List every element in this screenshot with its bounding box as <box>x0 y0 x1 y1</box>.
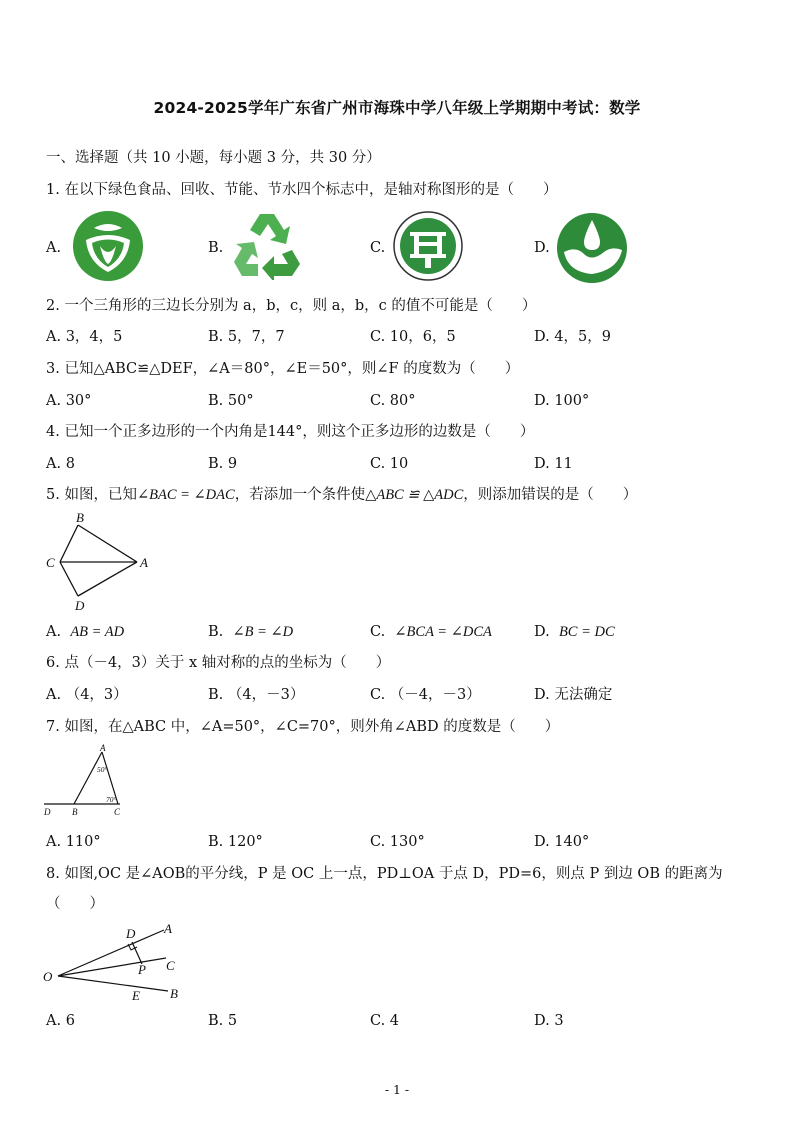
q1-option-c: C. <box>370 240 386 256</box>
q8-option-b: B. 5 <box>208 1013 238 1029</box>
q6-option-b: B. （4，－3） <box>208 687 305 703</box>
green-food-logo-icon <box>72 210 144 282</box>
energy-saving-logo-icon <box>392 210 464 282</box>
q3-option-d: D. 100° <box>534 393 590 409</box>
q1-option-b: B. <box>208 240 224 256</box>
q7-label-d: D <box>44 807 51 817</box>
q7-figure <box>40 744 140 822</box>
q8-label-a: A <box>164 921 172 936</box>
q6-option-c: C. （－4，－3） <box>370 687 481 703</box>
q7-option-c: C. 130° <box>370 834 425 850</box>
question-4-stem: 4. 已知一个正多边形的一个内角是144°，则这个正多边形的边数是（ ） <box>46 424 535 440</box>
q4-option-a: A. 8 <box>46 456 75 472</box>
question-7-stem: 7. 如图，在△ABC 中，∠A=50°，∠C=70°，则外角∠ABD 的度数是（ ） <box>46 719 560 735</box>
q5-option-b: B. ∠B = ∠D <box>208 624 294 640</box>
q7-label-a: A <box>100 744 106 753</box>
q5-option-d: D. BC = DC <box>534 624 615 640</box>
q7-angle-a: 50° <box>97 765 108 774</box>
question-8-stem: 8. 如图,OC 是∠AOB的平分线，P 是 OC 上一点，PD⊥OA 于点 D，PD=6，则点 P 到边 OB 的距离为 <box>46 866 723 882</box>
water-saving-logo-icon <box>556 212 628 284</box>
q7-option-d: D. 140° <box>534 834 590 850</box>
document-title: 2024-2025学年广东省广州市海珠中学八年级上学期期中考试：数学 <box>153 99 641 117</box>
q2-option-a: A. 3，4，5 <box>46 329 123 345</box>
q2-option-c: C. 10，6，5 <box>370 329 456 345</box>
page-number: - 1 - <box>384 1082 410 1097</box>
q7-label-b: B <box>72 807 78 817</box>
q8-option-c: C. 4 <box>370 1013 400 1029</box>
q4-option-d: D. 11 <box>534 456 573 472</box>
q2-option-b: B. 5，7，7 <box>208 329 285 345</box>
q8-label-p: P <box>138 962 146 977</box>
q5-label-a: A <box>140 555 148 570</box>
q5-figure <box>40 508 160 616</box>
question-6-stem: 6. 点（－4，3）关于 x 轴对称的点的坐标为（ ） <box>46 655 391 671</box>
q4-option-b: B. 9 <box>208 456 238 472</box>
q1-option-a: A. <box>46 240 62 256</box>
q7-label-c: C <box>114 807 121 817</box>
q8-option-d: D. 3 <box>534 1013 564 1029</box>
recycle-logo-icon <box>230 210 304 280</box>
q5-label-d: D <box>75 598 85 613</box>
q6-option-a: A. （4，3） <box>46 687 128 703</box>
question-3-stem: 3. 已知△ABC≌△DEF，∠A＝80°，∠E＝50°，则∠F 的度数为（ ） <box>46 361 520 377</box>
q1-option-d: D. <box>534 240 550 256</box>
q5-option-a: A. AB = AD <box>46 624 125 640</box>
q3-option-a: A. 30° <box>46 393 92 409</box>
q7-angle-c: 70° <box>106 795 117 804</box>
q5-label-b: B <box>76 510 84 525</box>
q8-label-d: D <box>126 926 136 941</box>
q5-label-c: C <box>46 555 55 570</box>
q3-option-c: C. 80° <box>370 393 416 409</box>
q8-figure <box>40 918 190 1006</box>
q5-congruence: △ABC ≌ △ADC <box>365 487 464 503</box>
question-1-stem: 1. 在以下绿色食品、回收、节能、节水四个标志中，是轴对称图形的是（ ） <box>46 182 558 198</box>
q7-option-b: B. 120° <box>208 834 263 850</box>
q6-option-d: D. 无法确定 <box>534 687 613 703</box>
q8-label-b: B <box>170 986 178 1001</box>
q8-option-a: A. 6 <box>46 1013 75 1029</box>
q8-label-e: E <box>132 988 140 1003</box>
q8-label-o: O <box>43 969 53 984</box>
q7-option-a: A. 110° <box>46 834 101 850</box>
section-heading: 一、选择题（共 10 小题，每小题 3 分，共 30 分） <box>46 150 381 166</box>
q8-label-c: C <box>166 958 175 973</box>
q3-option-b: B. 50° <box>208 393 254 409</box>
q5-given-condition: ∠BAC = ∠DAC <box>136 487 235 503</box>
q4-option-c: C. 10 <box>370 456 409 472</box>
question-8-stem-cont: （ ） <box>46 896 104 912</box>
question-2-stem: 2. 一个三角形的三边长分别为 a，b，c，则 a，b，c 的值不可能是（ ） <box>46 298 537 314</box>
q2-option-d: D. 4，5，9 <box>534 329 612 345</box>
q5-option-c: C. ∠BCA = ∠DCA <box>370 624 492 640</box>
question-5-stem: 5. 如图，已知∠BAC = ∠DAC，若添加一个条件使△ABC ≌ △ADC，则添加错误的是（ ） <box>46 487 638 503</box>
